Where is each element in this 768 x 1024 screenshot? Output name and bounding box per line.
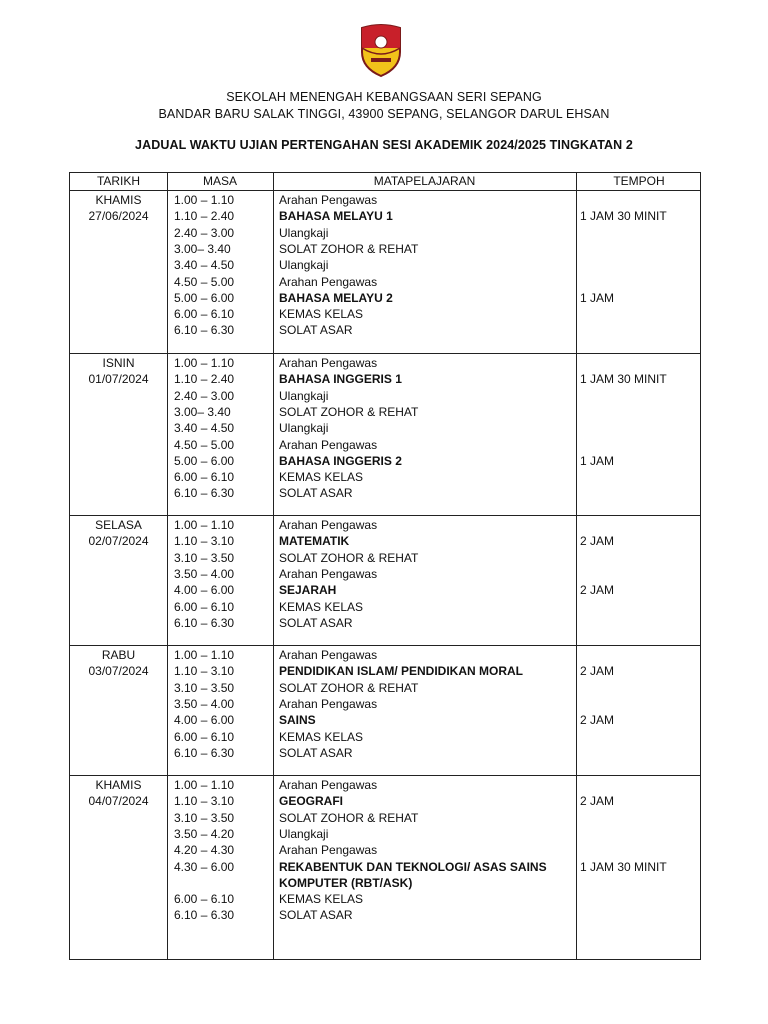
day-name: RABU	[101, 648, 136, 662]
slot-subject: SOLAT ASAR	[279, 323, 353, 338]
slot-time: 3.00– 3.40	[174, 241, 231, 256]
slot-time: 1.10 – 3.10	[174, 534, 235, 549]
slot-subject: Ulangkaji	[279, 225, 329, 240]
slot-time: 6.00 – 6.10	[174, 729, 235, 744]
slot-time: 5.00 – 6.00	[174, 290, 235, 305]
column-divider	[167, 173, 168, 959]
slot-subject: Arahan Pengawas	[279, 518, 378, 532]
exam-timetable	[69, 172, 701, 960]
slot-subject: KEMAS KELAS	[279, 892, 364, 907]
slot-time: 3.40 – 4.50	[174, 258, 235, 273]
slot-subject: Ulangkaji	[279, 826, 329, 841]
slot-subject: SAINS	[279, 713, 316, 728]
slot-time: 6.10 – 6.30	[174, 323, 235, 338]
slot-time: 1.00 – 1.10	[174, 648, 235, 662]
slot-time: 6.10 – 6.30	[174, 745, 235, 760]
slot-subject: BAHASA INGGERIS 1	[279, 372, 402, 387]
slot-time: 3.50 – 4.00	[174, 566, 235, 581]
slot-time: 6.10 – 6.30	[174, 908, 235, 923]
slot-time: 3.00– 3.40	[174, 404, 231, 419]
slot-subject: GEOGRAFI	[279, 794, 344, 809]
slot-subject: Arahan Pengawas	[279, 437, 378, 452]
slot-duration: 1 JAM	[580, 290, 615, 305]
slot-subject: SOLAT ZOHOR & REHAT	[279, 404, 419, 419]
day-divider	[70, 515, 700, 516]
day-divider	[70, 645, 700, 646]
slot-subject: SOLAT ASAR	[279, 745, 353, 760]
slot-time: 3.10 – 3.50	[174, 810, 235, 825]
slot-subject: REKABENTUK DAN TEKNOLOGI/ ASAS SAINS	[279, 859, 547, 874]
slot-duration: 1 JAM	[580, 453, 615, 468]
day-name: KHAMIS	[95, 778, 142, 792]
slot-subject: KEMAS KELAS	[279, 729, 364, 744]
slot-time: 6.00 – 6.10	[174, 470, 235, 485]
slot-time: 3.10 – 3.50	[174, 680, 235, 695]
slot-subject: Arahan Pengawas	[279, 566, 378, 581]
slot-subject: Ulangkaji	[279, 258, 329, 273]
slot-duration: 2 JAM	[580, 713, 615, 728]
slot-subject: KEMAS KELAS	[279, 470, 364, 485]
slot-time: 1.10 – 2.40	[174, 372, 235, 387]
slot-duration: 1 JAM 30 MINIT	[580, 372, 667, 387]
slot-subject: Arahan Pengawas	[279, 193, 378, 207]
slot-subject: SOLAT ASAR	[279, 615, 353, 630]
day-date: 02/07/2024	[88, 534, 149, 549]
header-divider	[70, 190, 700, 191]
slot-subject: MATEMATIK	[279, 534, 350, 549]
slot-subject: BAHASA INGGERIS 2	[279, 453, 402, 468]
day-name: SELASA	[95, 518, 142, 532]
slot-duration: 2 JAM	[580, 794, 615, 809]
slot-time: 6.10 – 6.30	[174, 615, 235, 630]
slot-subject: PENDIDIKAN ISLAM/ PENDIDIKAN MORAL	[279, 664, 524, 679]
slot-time: 6.10 – 6.30	[174, 486, 235, 501]
page-title: JADUAL WAKTU UJIAN PERTENGAHAN SESI AKADEMIK 2024/2025 TINGKATAN 2	[135, 138, 633, 152]
slot-subject: Arahan Pengawas	[279, 356, 378, 370]
column-divider	[576, 173, 577, 959]
day-divider	[70, 775, 700, 776]
slot-subject: SOLAT ZOHOR & REHAT	[279, 550, 419, 565]
slot-subject: Arahan Pengawas	[279, 274, 378, 289]
slot-subject: KOMPUTER (RBT/ASK)	[279, 875, 413, 890]
slot-time: 4.00 – 6.00	[174, 583, 235, 598]
slot-subject: BAHASA MELAYU 2	[279, 290, 393, 305]
slot-time: 6.00 – 6.10	[174, 892, 235, 907]
header-duration: TEMPOH	[613, 174, 665, 188]
slot-subject: SOLAT ZOHOR & REHAT	[279, 241, 419, 256]
slot-subject: SOLAT ZOHOR & REHAT	[279, 810, 419, 825]
header-subject: MATAPELAJARAN	[373, 174, 476, 188]
slot-subject: SOLAT ZOHOR & REHAT	[279, 680, 419, 695]
slot-time: 6.00 – 6.10	[174, 599, 235, 614]
slot-subject: SOLAT ASAR	[279, 486, 353, 501]
slot-time: 4.20 – 4.30	[174, 843, 235, 858]
slot-time: 4.50 – 5.00	[174, 274, 235, 289]
day-date: 27/06/2024	[88, 209, 149, 224]
header-time: MASA	[202, 174, 237, 188]
slot-time: 3.40 – 4.50	[174, 421, 235, 436]
slot-duration: 1 JAM 30 MINIT	[580, 209, 667, 224]
slot-time: 6.00 – 6.10	[174, 307, 235, 322]
slot-time: 3.10 – 3.50	[174, 550, 235, 565]
slot-time: 5.00 – 6.00	[174, 453, 235, 468]
slot-duration: 2 JAM	[580, 534, 615, 549]
slot-subject: Ulangkaji	[279, 388, 329, 403]
slot-time: 3.50 – 4.20	[174, 826, 235, 841]
slot-subject: Arahan Pengawas	[279, 778, 378, 792]
slot-subject: Arahan Pengawas	[279, 696, 378, 711]
slot-subject: KEMAS KELAS	[279, 307, 364, 322]
school-name: SEKOLAH MENENGAH KEBANGSAAN SERI SEPANG	[226, 90, 542, 104]
day-name: ISNIN	[102, 356, 135, 370]
slot-duration: 2 JAM	[580, 583, 615, 598]
slot-time: 3.50 – 4.00	[174, 696, 235, 711]
slot-time: 2.40 – 3.00	[174, 225, 235, 240]
slot-time: 1.10 – 2.40	[174, 209, 235, 224]
slot-subject: Arahan Pengawas	[279, 648, 378, 662]
slot-time: 1.00 – 1.10	[174, 778, 235, 792]
slot-duration: 2 JAM	[580, 664, 615, 679]
slot-time: 4.50 – 5.00	[174, 437, 235, 452]
day-name: KHAMIS	[95, 193, 142, 207]
day-date: 04/07/2024	[88, 794, 149, 809]
slot-time: 1.10 – 3.10	[174, 664, 235, 679]
slot-time: 4.30 – 6.00	[174, 859, 235, 874]
slot-time: 1.10 – 3.10	[174, 794, 235, 809]
slot-time: 1.00 – 1.10	[174, 356, 235, 370]
school-crest-icon	[356, 22, 406, 78]
slot-time: 2.40 – 3.00	[174, 388, 235, 403]
slot-subject: SEJARAH	[279, 583, 337, 598]
slot-time: 4.00 – 6.00	[174, 713, 235, 728]
column-divider	[273, 173, 274, 959]
day-date: 03/07/2024	[88, 664, 149, 679]
slot-subject: Ulangkaji	[279, 421, 329, 436]
school-address: BANDAR BARU SALAK TINGGI, 43900 SEPANG, SELANGOR DARUL EHSAN	[158, 107, 610, 121]
day-date: 01/07/2024	[88, 372, 149, 387]
slot-time: 1.00 – 1.10	[174, 518, 235, 532]
slot-subject: BAHASA MELAYU 1	[279, 209, 393, 224]
slot-time: 1.00 – 1.10	[174, 193, 235, 207]
slot-subject: Arahan Pengawas	[279, 843, 378, 858]
slot-subject: KEMAS KELAS	[279, 599, 364, 614]
header-date: TARIKH	[96, 174, 141, 188]
slot-subject: SOLAT ASAR	[279, 908, 353, 923]
slot-duration: 1 JAM 30 MINIT	[580, 859, 667, 874]
day-divider	[70, 353, 700, 354]
